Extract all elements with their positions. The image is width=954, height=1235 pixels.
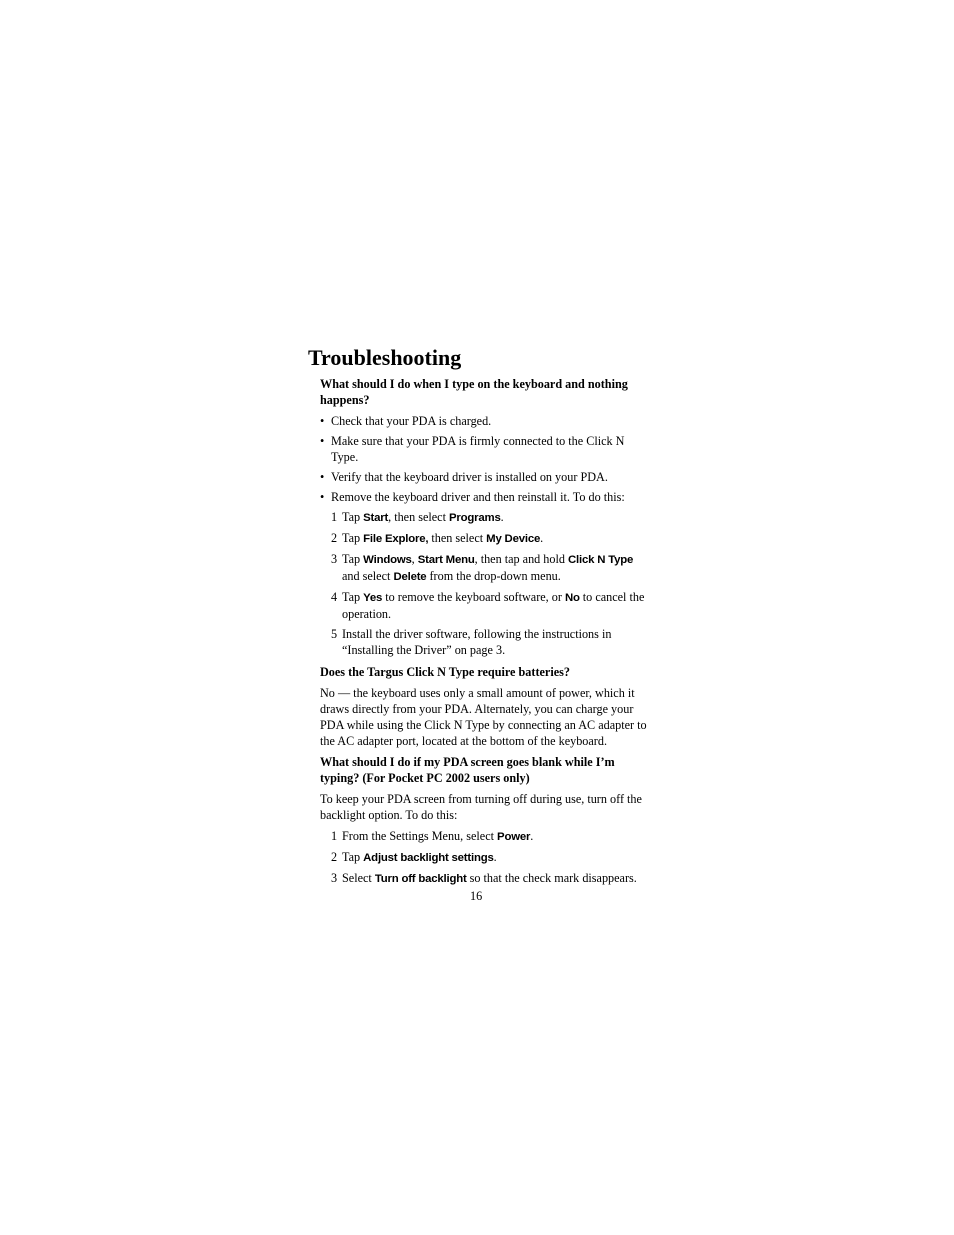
step-number: 3 <box>331 552 338 566</box>
ui-term: Power <box>497 831 531 843</box>
step-text: so that the check mark disappears. <box>466 871 637 885</box>
step-number: 4 <box>331 590 338 604</box>
bullet-icon: • <box>320 490 325 504</box>
step-item <box>320 509 650 526</box>
step-item <box>320 828 650 845</box>
step-text: to cancel the operation. <box>342 590 645 621</box>
step-text: Tap <box>342 510 364 524</box>
step-text: , <box>411 552 418 566</box>
bullet-list <box>320 413 650 505</box>
ui-term: Delete <box>393 571 427 583</box>
list-item <box>320 413 650 429</box>
step-number: 2 <box>331 850 338 864</box>
steps-backlight <box>320 828 650 887</box>
list-item-text: Check that your PDA is charged. <box>331 414 492 428</box>
step-text: Tap <box>342 531 364 545</box>
ui-term: My Device <box>486 533 541 545</box>
step-number: 5 <box>331 627 338 641</box>
step-item <box>320 626 650 658</box>
ui-term: Start Menu <box>417 554 475 566</box>
question-keyboard-nothing-happens: What should I do when I type on the keyboard and nothing happens? <box>320 377 628 407</box>
step-text: and select <box>342 569 394 583</box>
answer-screen-blank: To keep your PDA screen from turning off during use, turn off the backlight option. To do this: <box>320 792 642 822</box>
list-item <box>320 433 650 465</box>
steps-remove-driver <box>320 509 650 658</box>
step-text: . <box>493 850 497 864</box>
bullet-icon: • <box>320 470 325 484</box>
step-text: Select <box>342 871 375 885</box>
step-text: Tap <box>342 552 364 566</box>
step-text: . <box>530 829 534 843</box>
page-content <box>320 376 650 893</box>
step-text: then select <box>428 531 487 545</box>
ui-term: Adjust backlight settings <box>363 852 494 864</box>
list-item-text: Verify that the keyboard driver is installed on your PDA. <box>331 470 608 484</box>
step-text: Tap <box>342 590 364 604</box>
step-item <box>320 551 650 585</box>
question-screen-blank: What should I do if my PDA screen goes blank while I’m typing? (For Pocket PC 2002 users only) <box>320 755 615 785</box>
page-title: Troubleshooting <box>308 345 462 370</box>
answer-batteries: No — the keyboard uses only a small amount of power, which it draws directly from your PDA. Alternately, you can charge your PDA while using the Click N Type by connecting an AC adapter to the AC adapter port, located at the bottom of the keyboard. <box>320 686 647 748</box>
list-item <box>320 489 650 505</box>
ui-term: Programs <box>449 512 501 524</box>
question-batteries: Does the Targus Click N Type require batteries? <box>320 665 570 679</box>
step-number: 3 <box>331 871 338 885</box>
step-item <box>320 870 650 887</box>
step-number: 2 <box>331 531 338 545</box>
list-item <box>320 469 650 485</box>
step-number: 1 <box>331 829 338 843</box>
list-item-text: Make sure that your PDA is firmly connected to the Click N Type. <box>331 434 625 464</box>
ui-term: Start <box>363 512 389 524</box>
step-text: Install the driver software, following the instructions in “Installing the Driver” on page 3. <box>342 627 612 657</box>
step-text: . <box>500 510 504 524</box>
step-item <box>320 849 650 866</box>
step-text: . <box>540 531 544 545</box>
step-text: to remove the keyboard software, or <box>382 590 565 604</box>
page-number: 16 <box>470 889 483 903</box>
bullet-icon: • <box>320 414 325 428</box>
ui-term: Yes <box>363 592 383 604</box>
bullet-icon: • <box>320 434 325 448</box>
ui-term: Turn off backlight <box>374 873 467 885</box>
ui-term: Click N Type <box>568 554 634 566</box>
step-text: , then tap and hold <box>474 552 569 566</box>
ui-term: Windows <box>363 554 412 566</box>
step-text: Tap <box>342 850 364 864</box>
ui-term: No <box>564 592 580 604</box>
step-text: , then select <box>388 510 450 524</box>
step-text: From the Settings Menu, select <box>342 829 498 843</box>
step-number: 1 <box>331 510 338 524</box>
step-text: from the drop-down menu. <box>426 569 561 583</box>
ui-term: File Explore, <box>363 533 429 545</box>
step-item <box>320 530 650 547</box>
step-item <box>320 589 650 622</box>
list-item-text: Remove the keyboard driver and then reinstall it. To do this: <box>331 490 625 504</box>
